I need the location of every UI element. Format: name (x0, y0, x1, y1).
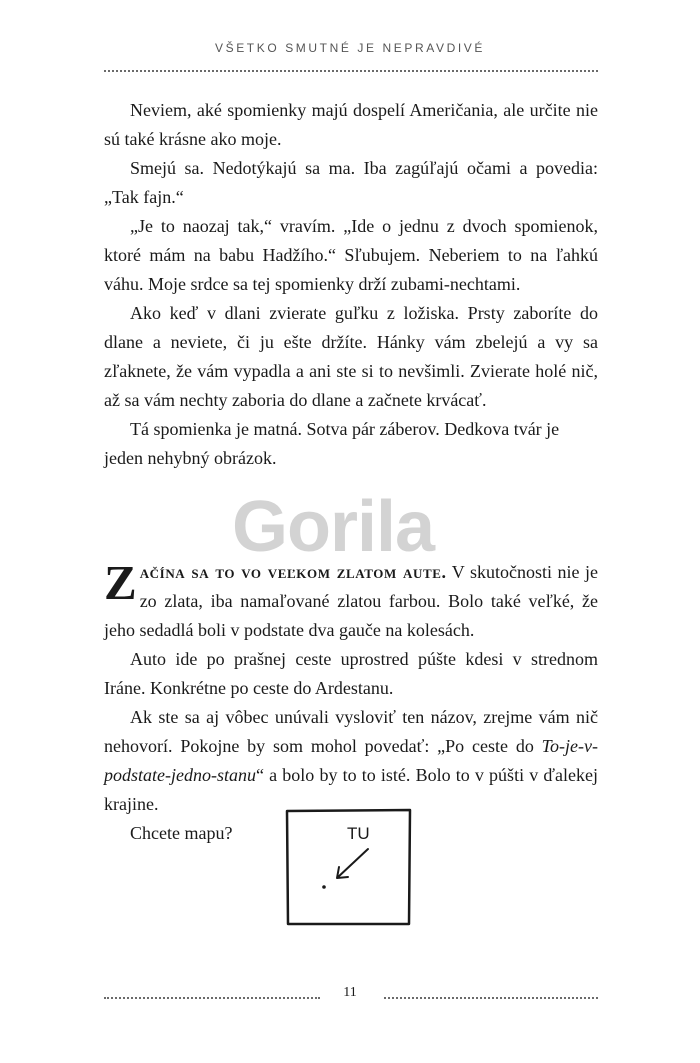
paragraph (104, 703, 598, 819)
paragraph: „Je to naozaj tak,“ vravím. „Ide o jednu z dvoch spomienok, ktoré mám na babu Hadžího.“ Sľubujem. Neberiem to na ľahkú váhu. Moje srdce sa tej spomienky drží zubami-nechtami. (104, 216, 598, 294)
small-caps-lead: ačína sa to vo veľkom zlatom aute. (139, 562, 447, 582)
page-body (104, 96, 598, 848)
arrow-icon (337, 849, 368, 878)
paragraph-text: “ a bolo by to to isté. Bolo to v púšti v ďalekej krajine. (104, 765, 598, 814)
paragraph: Neviem, aké spomienky majú dospelí Američania, ale určite nie sú také krásne ako moje. (104, 100, 598, 149)
location-dot-icon (322, 885, 326, 889)
italic-place-name: To-je-v-podstate-jedno-stanu (104, 736, 598, 785)
page-number: 11 (343, 985, 357, 1000)
paragraph-text: V skutočnosti nie je zo zlata, iba namaľované zlatou farbou. Bolo také veľké, že jeho sedadlá boli v podstate dva gauče na kolesách. (104, 562, 598, 640)
paragraph: Smejú sa. Nedotýkajú sa ma. Iba zagúľajú očami a povedia: „Tak fajn.“ (104, 158, 598, 207)
footer-dotted-rule-right (384, 997, 598, 999)
running-header: VŠETKO SMUTNÉ JE NEPRAVDIVÉ (214, 41, 486, 55)
hand-drawn-map (285, 808, 412, 926)
section-opening-paragraph (104, 555, 598, 645)
section-break (104, 473, 598, 558)
drop-cap: Z (104, 555, 137, 610)
paragraph: Chcete mapu? (130, 823, 233, 843)
paragraph: Auto ide po prašnej ceste uprostred púšte kdesi v strednom Iráne. Konkrétne po ceste do Ardestanu. (104, 649, 598, 698)
footer-dotted-rule-left (104, 997, 320, 999)
paragraph-text: Ak ste sa aj vôbec unúvali vysloviť ten názov, zrejme vám nič nehovorí. Pokojne by som mohol povedať: „Po ceste do (104, 707, 598, 756)
header-dotted-rule (104, 70, 598, 72)
paragraph: Ako keď v dlani zvierate guľku z ložiska. Prsty zaboríte do dlane a neviete, či ju ešte držíte. Hánky vám zbelejú a vy sa zľaknete, že vám vypadla a ani ste si to nevšimli. Zvierate holé nič, až sa vám nechty zaboria do dlane a začnete krvácať. (104, 303, 598, 410)
map-label: TU (347, 824, 370, 843)
publisher-watermark: Gorila (232, 487, 435, 567)
paragraph: Tá spomienka je matná. Sotva pár záberov. Dedkova tvár je jeden nehybný obrázok. (104, 419, 560, 468)
